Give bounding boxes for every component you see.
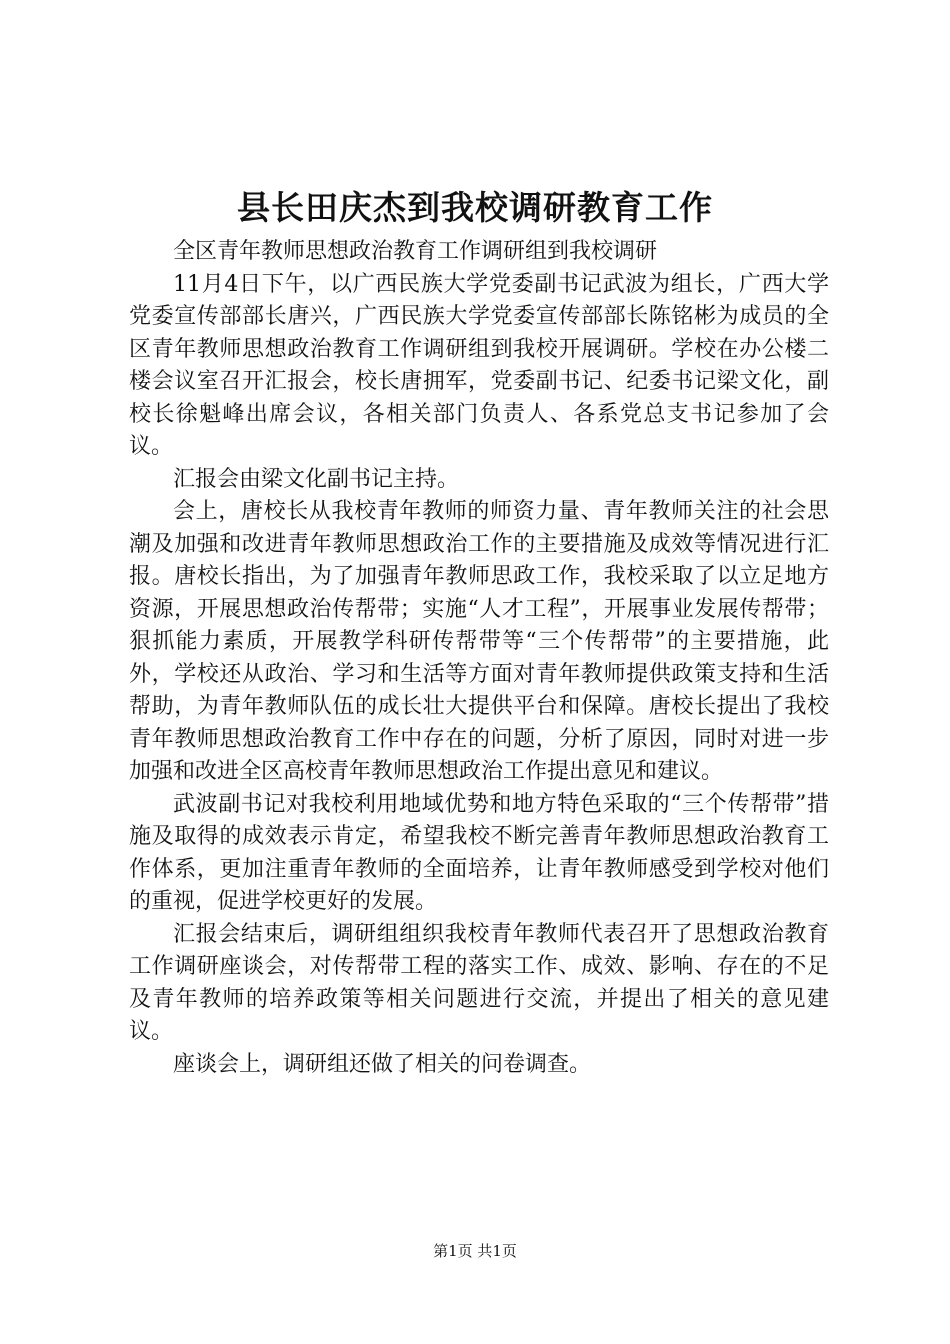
document-body bbox=[129, 236, 829, 1081]
paragraph-6: 座谈会上，调研组还做了相关的问卷调查。 bbox=[173, 1051, 592, 1077]
page-number-footer: 第1页 共1页 bbox=[433, 1242, 517, 1260]
paragraph-subtitle: 全区青年教师思想政治教育工作调研组到我校调研 bbox=[173, 239, 658, 264]
document-title: 县长田庆杰到我校调研教育工作 bbox=[237, 188, 713, 227]
paragraph-3: 会上，唐校长从我校青年教师的师资力量、青年教师关注的社会思潮及加强和改进青年教师思想政治工作的主要措施及成效等情况进行汇报。唐校长指出，为了加强青年教师思政工作，我校采取了以立足地方资源，开展思想政治传帮带；实施“人才工程”，开展事业发展传帮带；狠抓能力素质，开展教学科研传帮带等“三个传帮带”的主要措施，此外，学校还从政治、学习和生活等方面对青年教师提供政策支持和生活帮助，为青年教师队伍的成长壮大提供平台和保障。唐校长提出了我校青年教师思想政治教育工作中存在的问题，分析了原因，同时对进一步加强和改进全区高校青年教师思想政治工作提出意见和建议。 bbox=[129, 499, 829, 784]
paragraph-4: 武波副书记对我校利用地域优势和地方特色采取的“三个传帮带”措施及取得的成效表示肯定，希望我校不断完善青年教师思想政治教育工作体系，更加注重青年教师的全面培养，让青年教师感受到学校对他们的重视，促进学校更好的发展。 bbox=[129, 791, 829, 914]
paragraph-5: 汇报会结束后，调研组组织我校青年教师代表召开了思想政治教育工作调研座谈会，对传帮带工程的落实工作、成效、影响、存在的不足及青年教师的培养政策等相关问题进行交流，并提出了相关的意见建议。 bbox=[129, 921, 829, 1044]
paragraph-1: 11月4日下午，以广西民族大学党委副书记武波为组长，广西大学党委宣传部部长唐兴，广西民族大学党委宣传部部长陈铭彬为成员的全区青年教师思想政治教育工作调研组到我校开展调研。学校在办公楼二楼会议室召开汇报会，校长唐拥军，党委副书记、纪委书记梁文化，副校长徐魁峰出席会议，各相关部门负责人、各系党总支书记参加了会议。 bbox=[129, 271, 829, 459]
paragraph-2: 汇报会由梁文化副书记主持。 bbox=[173, 466, 460, 492]
